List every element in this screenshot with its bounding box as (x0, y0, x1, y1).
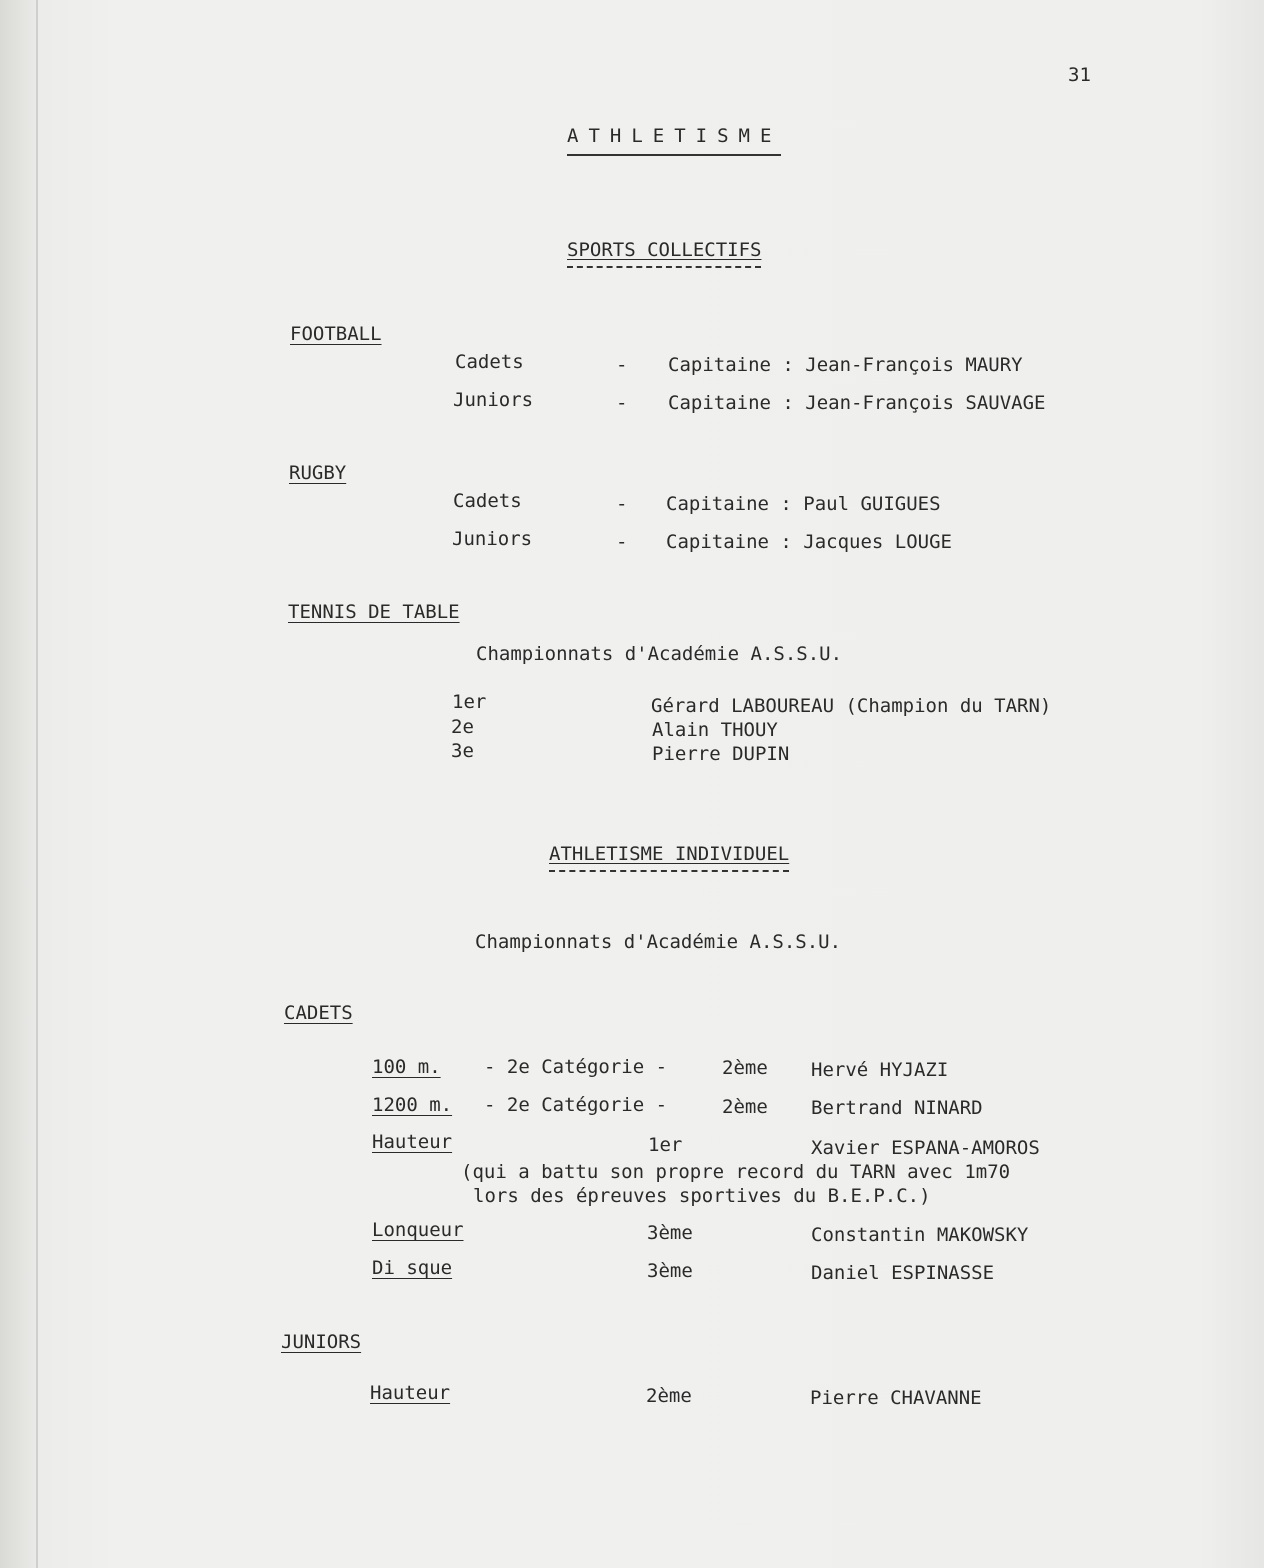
cadets-event-2-place: 2ème (722, 1096, 768, 1118)
cadets-event-5-place: 3ème (647, 1260, 693, 1282)
cadets-event-4: Lonqueur (372, 1219, 464, 1241)
cadets-record-note-line1: (qui a battu son propre record du TARN avec 1m70 (461, 1161, 1011, 1183)
cadets-label: CADETS (284, 1002, 353, 1024)
tennis-rank-1-name: Gérard LABOUREAU (Champion du TARN) (651, 695, 1052, 717)
juniors-event-1-place: 2ème (646, 1385, 692, 1407)
tennis-rank-2-place: 2e (451, 716, 474, 738)
athletisme-subtitle: Championnats d'Académie A.S.S.U. (475, 931, 842, 953)
athletisme-individuel-heading (549, 842, 789, 872)
page-title: ATHLETISME (567, 124, 781, 156)
cadets-event-4-place: 3ème (647, 1222, 693, 1244)
cadets-event-5: Di sque (372, 1257, 453, 1279)
football-juniors-dash: - (616, 392, 628, 414)
cadets-record-note-line2: lors des épreuves sportives du B.E.P.C.) (473, 1185, 931, 1207)
cadets-event-3-name: Xavier ESPANA-AMOROS (811, 1137, 1040, 1159)
cadets-event-5-name: Daniel ESPINASSE (811, 1262, 995, 1284)
football-label: FOOTBALL (290, 323, 382, 345)
football-juniors-category: Juniors (453, 389, 534, 411)
tennis-rank-3-place: 3e (451, 740, 474, 762)
cadets-event-2-name: Bertrand NINARD (811, 1097, 983, 1119)
sports-collectifs-heading (567, 238, 761, 268)
tennis-rank-1-place: 1er (452, 691, 487, 713)
tennis-rank-2-name: Alain THOUY (652, 719, 778, 741)
cadets-event-1-place: 2ème (722, 1057, 768, 1079)
cadets-event-1-name: Hervé HYJAZI (811, 1059, 949, 1081)
sports-collectifs-heading-text: SPORTS COLLECTIFS (567, 239, 762, 261)
juniors-label: JUNIORS (281, 1331, 362, 1353)
juniors-event-1-name: Pierre CHAVANNE (810, 1387, 982, 1409)
athletisme-individuel-heading-text: ATHLETISME INDIVIDUEL (549, 843, 790, 865)
cadets-event-2: 1200 m. (372, 1094, 453, 1116)
rugby-cadets-dash: - (616, 493, 628, 515)
cadets-event-4-name: Constantin MAKOWSKY (811, 1224, 1029, 1246)
tennis-rank-3-name: Pierre DUPIN (652, 743, 790, 765)
rugby-juniors-category: Juniors (452, 528, 533, 550)
football-juniors-captain: Capitaine : Jean-François SAUVAGE (668, 392, 1046, 414)
rugby-cadets-captain: Capitaine : Paul GUIGUES (666, 493, 941, 515)
cadets-event-1-category: - 2e Catégorie - (484, 1056, 668, 1078)
binding-edge (36, 0, 38, 1568)
football-cadets-category: Cadets (455, 351, 524, 373)
cadets-event-2-category: - 2e Catégorie - (484, 1094, 668, 1116)
tennis-subtitle: Championnats d'Académie A.S.S.U. (476, 643, 843, 665)
rugby-juniors-dash: - (616, 531, 628, 553)
football-cadets-dash: - (616, 354, 628, 376)
rugby-label: RUGBY (289, 462, 347, 484)
tennis-label: TENNIS DE TABLE (288, 601, 460, 623)
rugby-juniors-captain: Capitaine : Jacques LOUGE (666, 531, 952, 553)
juniors-event-1: Hauteur (370, 1382, 451, 1404)
football-cadets-captain: Capitaine : Jean-François MAURY (668, 354, 1023, 376)
cadets-event-3-place: 1er (648, 1134, 683, 1156)
page-number: 31 (1068, 64, 1091, 86)
cadets-event-1: 100 m. (372, 1056, 441, 1078)
cadets-event-3: Hauteur (372, 1131, 453, 1153)
rugby-cadets-category: Cadets (453, 490, 522, 512)
